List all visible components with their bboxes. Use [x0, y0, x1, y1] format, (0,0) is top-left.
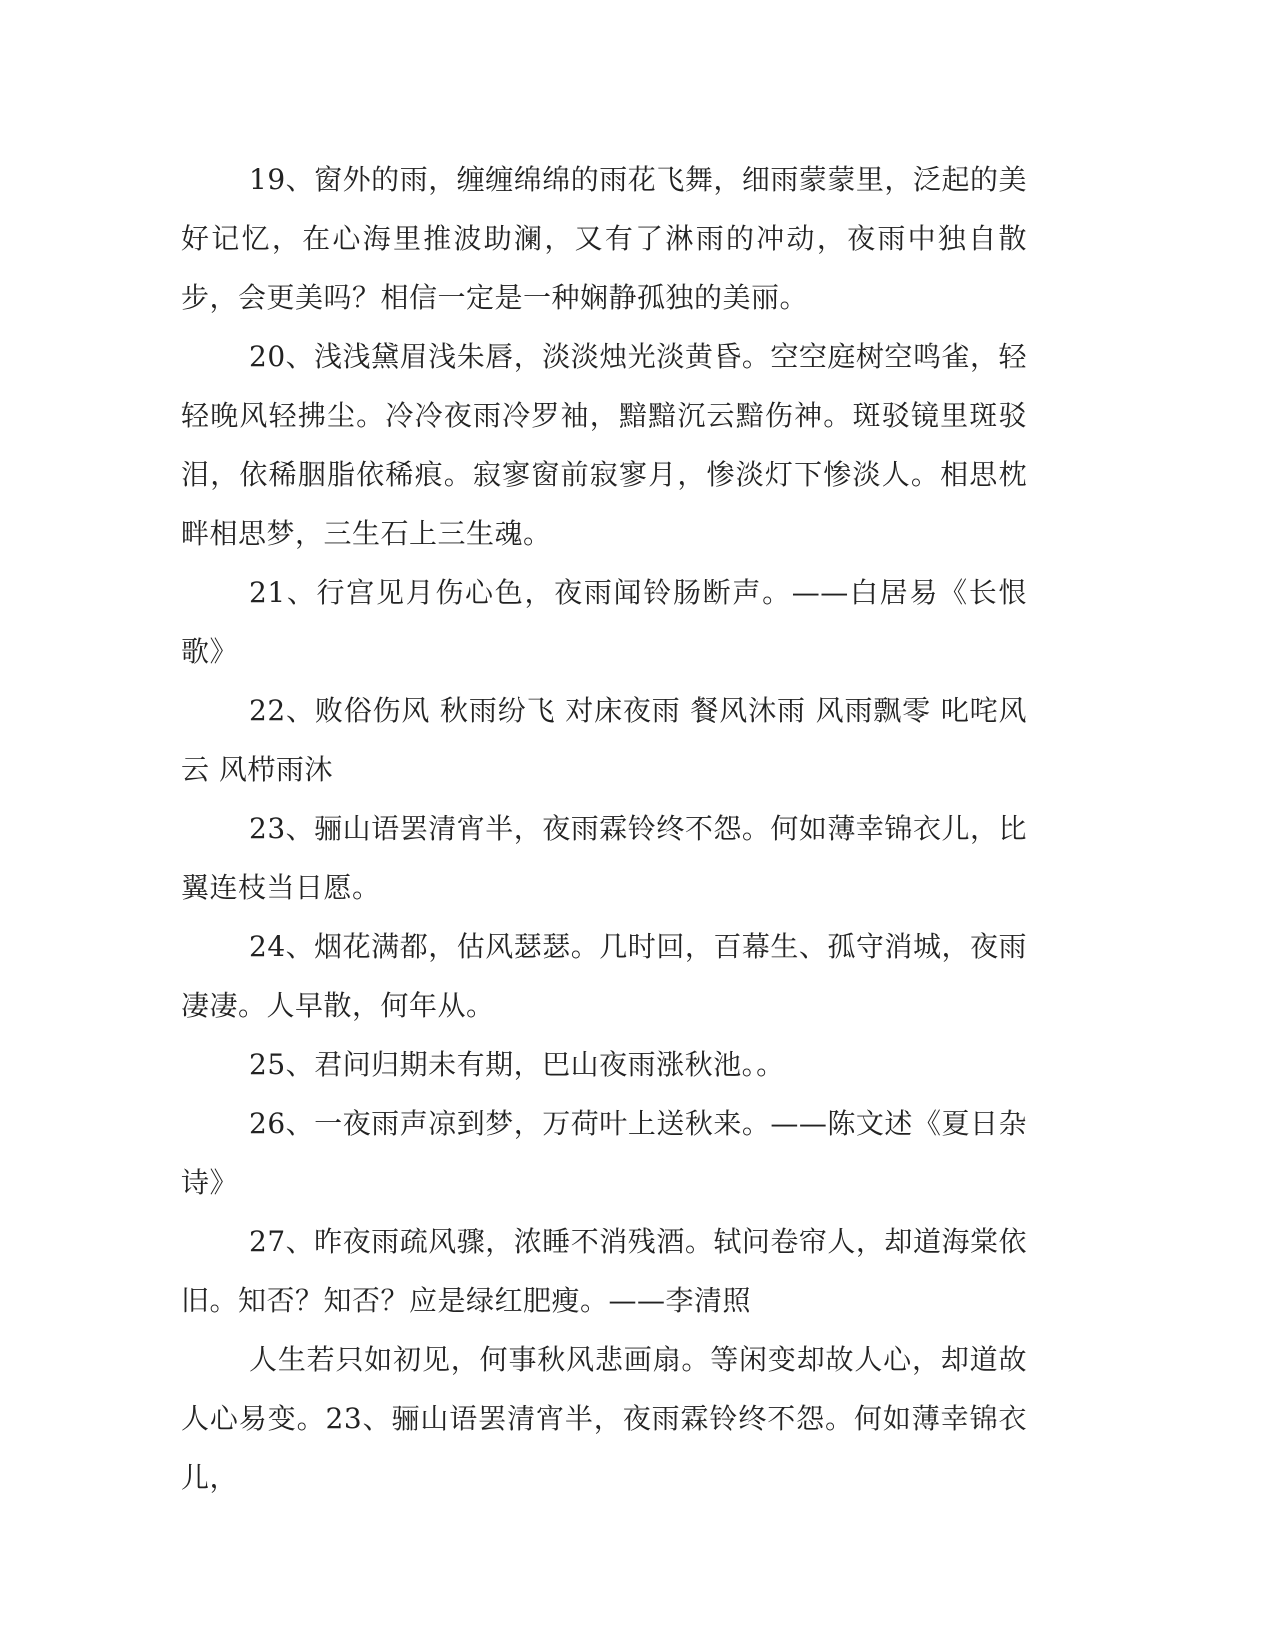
document-page — [181, 150, 1027, 1507]
paragraph-23: 23、骊山语罢清宵半，夜雨霖铃终不怨。何如薄幸锦衣儿，比翼连枝当日愿。 — [181, 812, 1027, 904]
paragraph-20: 20、浅浅黛眉浅朱唇，淡淡烛光淡黄昏。空空庭树空鸣雀，轻轻晚风轻拂尘。冷冷夜雨冷罗袖，黯黯沉云黯伤神。斑驳镜里斑驳泪，依稀胭脂依稀痕。寂寥窗前寂寥月，惨淡灯下惨淡人。相思枕畔相思梦，三生石上三生魂。 — [181, 340, 1027, 550]
paragraph-21: 21、行宫见月伤心色，夜雨闻铃肠断声。——白居易《长恨歌》 — [181, 576, 1027, 668]
paragraph-19: 19、窗外的雨，缠缠绵绵的雨花飞舞，细雨蒙蒙里，泛起的美好记忆，在心海里推波助澜，又有了淋雨的冲动，夜雨中独自散步，会更美吗？相信一定是一种娴静孤独的美丽。 — [181, 163, 1027, 314]
paragraph-closing: 人生若只如初见，何事秋风悲画扇。等闲变却故人心，却道故人心易变。23、骊山语罢清宵半，夜雨霖铃终不怨。何如薄幸锦衣儿， — [181, 1343, 1027, 1494]
paragraph-24: 24、烟花满都，估风瑟瑟。几时回，百幕生、孤守消城，夜雨凄凄。人早散，何年从。 — [181, 930, 1027, 1022]
paragraph-27: 27、昨夜雨疏风骤，浓睡不消残酒。轼问卷帘人，却道海棠依旧。知否？知否？应是绿红肥瘦。——李清照 — [181, 1225, 1027, 1317]
paragraph-22: 22、败俗伤风 秋雨纷飞 对床夜雨 餐风沐雨 风雨飘零 叱咤风云 风栉雨沐 — [181, 694, 1027, 786]
paragraph-25: 25、君问归期未有期，巴山夜雨涨秋池。。 — [249, 1048, 785, 1081]
paragraph-26: 26、一夜雨声凉到梦，万荷叶上送秋来。——陈文述《夏日杂诗》 — [181, 1107, 1027, 1199]
